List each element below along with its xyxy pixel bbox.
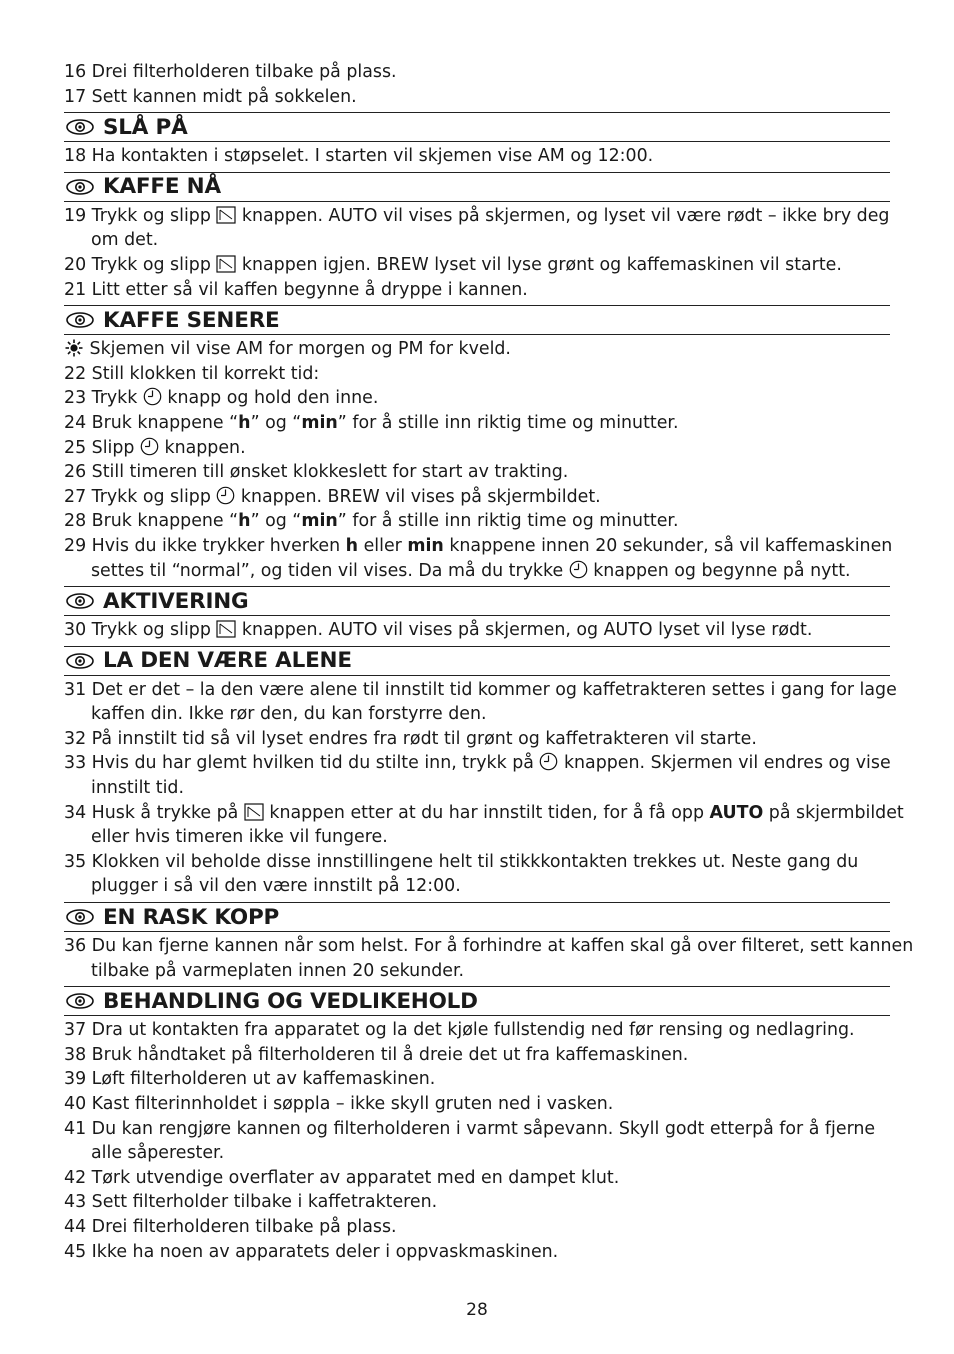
list-item: 20 Trykk og slipp knappen igjen. BREW lyset vil lyse grønt og kaffemaskinen vil starte. (64, 254, 842, 275)
eye-icon (65, 118, 95, 136)
list-item: 29 Hvis du ikke trykker hverken h eller min knappene innen 20 sekunder, så vil kaffemaskinen (64, 535, 893, 556)
list-item-continuation: eller hvis timeren ikke vil fungere. (91, 827, 388, 848)
list-item: 41 Du kan rengjøre kannen og filterholderen i varmt såpevann. Skyll godt etterpå for å fjerne (64, 1118, 876, 1139)
list-item-continuation: settes til “normal”, og tiden vil vises. Da må du trykke knappen og begynne på nytt. (91, 560, 851, 581)
list-item: 16 Drei filterholderen tilbake på plass. (64, 62, 397, 82)
clock-button-icon (569, 560, 588, 579)
list-item: 25 Slipp knappen. (64, 437, 246, 458)
section-heading: SLÅ PÅ (64, 112, 890, 142)
note-line: Skjemen vil vise AM for morgen og PM for kveld. (64, 337, 890, 362)
clock-button-icon (216, 486, 235, 505)
list-item-continuation: tilbake på varmeplaten innen 20 sekunder. (91, 960, 465, 981)
clock-button-icon (143, 387, 162, 406)
list-item: 32 På innstilt tid så vil lyset endres fra rødt til grønt og kaffetrakteren vil starte. (64, 728, 757, 749)
list-item: 17 Sett kannen midt på sokkelen. (64, 86, 357, 107)
auto-button-icon (244, 803, 264, 821)
list-item-continuation: alle såperester. (91, 1143, 225, 1164)
list-item: 27 Trykk og slipp knappen. BREW vil vises på skjermbildet. (64, 486, 601, 507)
list-item-continuation: innstilt tid. (91, 778, 184, 799)
auto-button-icon (216, 206, 236, 224)
section-heading: KAFFE NÅ (64, 172, 890, 202)
eye-icon (65, 178, 95, 196)
list-item: 18 Ha kontakten i støpselet. I starten vil skjemen vise AM og 12:00. (64, 146, 654, 167)
manual-page (64, 60, 914, 1264)
clock-button-icon (140, 437, 159, 456)
list-item: 24 Bruk knappene “h” og “min” for å stille inn riktig time og minutter. (64, 412, 679, 433)
list-item: 40 Kast filterinnholdet i søppla – ikke skyll gruten ned i vasken. (64, 1094, 614, 1114)
list-item: 30 Trykk og slipp knappen. AUTO vil vises på skjermen, og AUTO lyset vil lyse rødt. (64, 620, 813, 641)
page-number: 28 (466, 1300, 488, 1320)
list-item: 37 Dra ut kontakten fra apparatet og la det kjøle fullstendig ned før rensing og nedlagring. (64, 1020, 855, 1041)
list-item: 26 Still timeren till ønsket klokkeslett for start av trakting. (64, 462, 569, 483)
section-heading: EN RASK KOPP (64, 902, 890, 932)
list-item: 22 Still klokken til korrekt tid: (64, 363, 320, 384)
sun-note-icon (64, 339, 84, 357)
section-heading: AKTIVERING (64, 586, 890, 616)
list-item: 21 Litt etter så vil kaffen begynne å dryppe i kannen. (64, 279, 528, 300)
eye-icon (65, 992, 95, 1010)
list-item: 42 Tørk utvendige overflater av apparatet med en dampet klut. (64, 1167, 620, 1188)
list-item-continuation: plugger i så vil den være innstilt på 12:00. (91, 876, 461, 897)
list-item: 35 Klokken vil beholde disse innstillingene helt til stikkkontakten trekkes ut. Neste gang du (64, 851, 859, 872)
list-item: 43 Sett filterholder tilbake i kaffetrakteren. (64, 1192, 438, 1213)
eye-icon (65, 908, 95, 926)
list-item: 34 Husk å trykke på knappen etter at du har innstilt tiden, for å få opp AUTO på skjermbildet (64, 802, 904, 823)
eye-icon (65, 311, 95, 329)
section-heading: KAFFE SENERE (64, 305, 890, 335)
list-item: 28 Bruk knappene “h” og “min” for å stille inn riktig time og minutter. (64, 511, 679, 532)
list-item: 33 Hvis du har glemt hvilken tid du stilte inn, trykk på knappen. Skjermen vil endres og vise (64, 753, 891, 774)
list-item: 45 Ikke ha noen av apparatets deler i oppvaskmaskinen. (64, 1241, 559, 1262)
section-heading: BEHANDLING OG VEDLIKEHOLD (64, 986, 890, 1016)
auto-button-icon (216, 620, 236, 638)
list-item-continuation: kaffen din. Ikke rør den, du kan forstyrre den. (91, 704, 487, 725)
list-item: 38 Bruk håndtaket på filterholderen til å dreie det ut fra kaffemaskinen. (64, 1044, 689, 1065)
section-heading: LA DEN VÆRE ALENE (64, 646, 890, 676)
list-item: 19 Trykk og slipp knappen. AUTO vil vises på skjermen, og lyset vil være rødt – ikke bry deg (64, 205, 890, 226)
list-item: 44 Drei filterholderen tilbake på plass. (64, 1216, 397, 1237)
list-item: 23 Trykk knapp og hold den inne. (64, 388, 379, 409)
list-item: 36 Du kan fjerne kannen når som helst. For å forhindre at kaffen skal gå over filteret, sett kannen (64, 936, 914, 957)
auto-button-icon (216, 255, 236, 273)
list-item: 39 Løft filterholderen ut av kaffemaskinen. (64, 1069, 436, 1090)
eye-icon (65, 592, 95, 610)
eye-icon (65, 652, 95, 670)
list-item-continuation: om det. (91, 230, 159, 251)
list-item: 31 Det er det – la den være alene til innstilt tid kommer og kaffetrakteren settes i gang for lage (64, 679, 897, 700)
clock-button-icon (539, 752, 558, 771)
